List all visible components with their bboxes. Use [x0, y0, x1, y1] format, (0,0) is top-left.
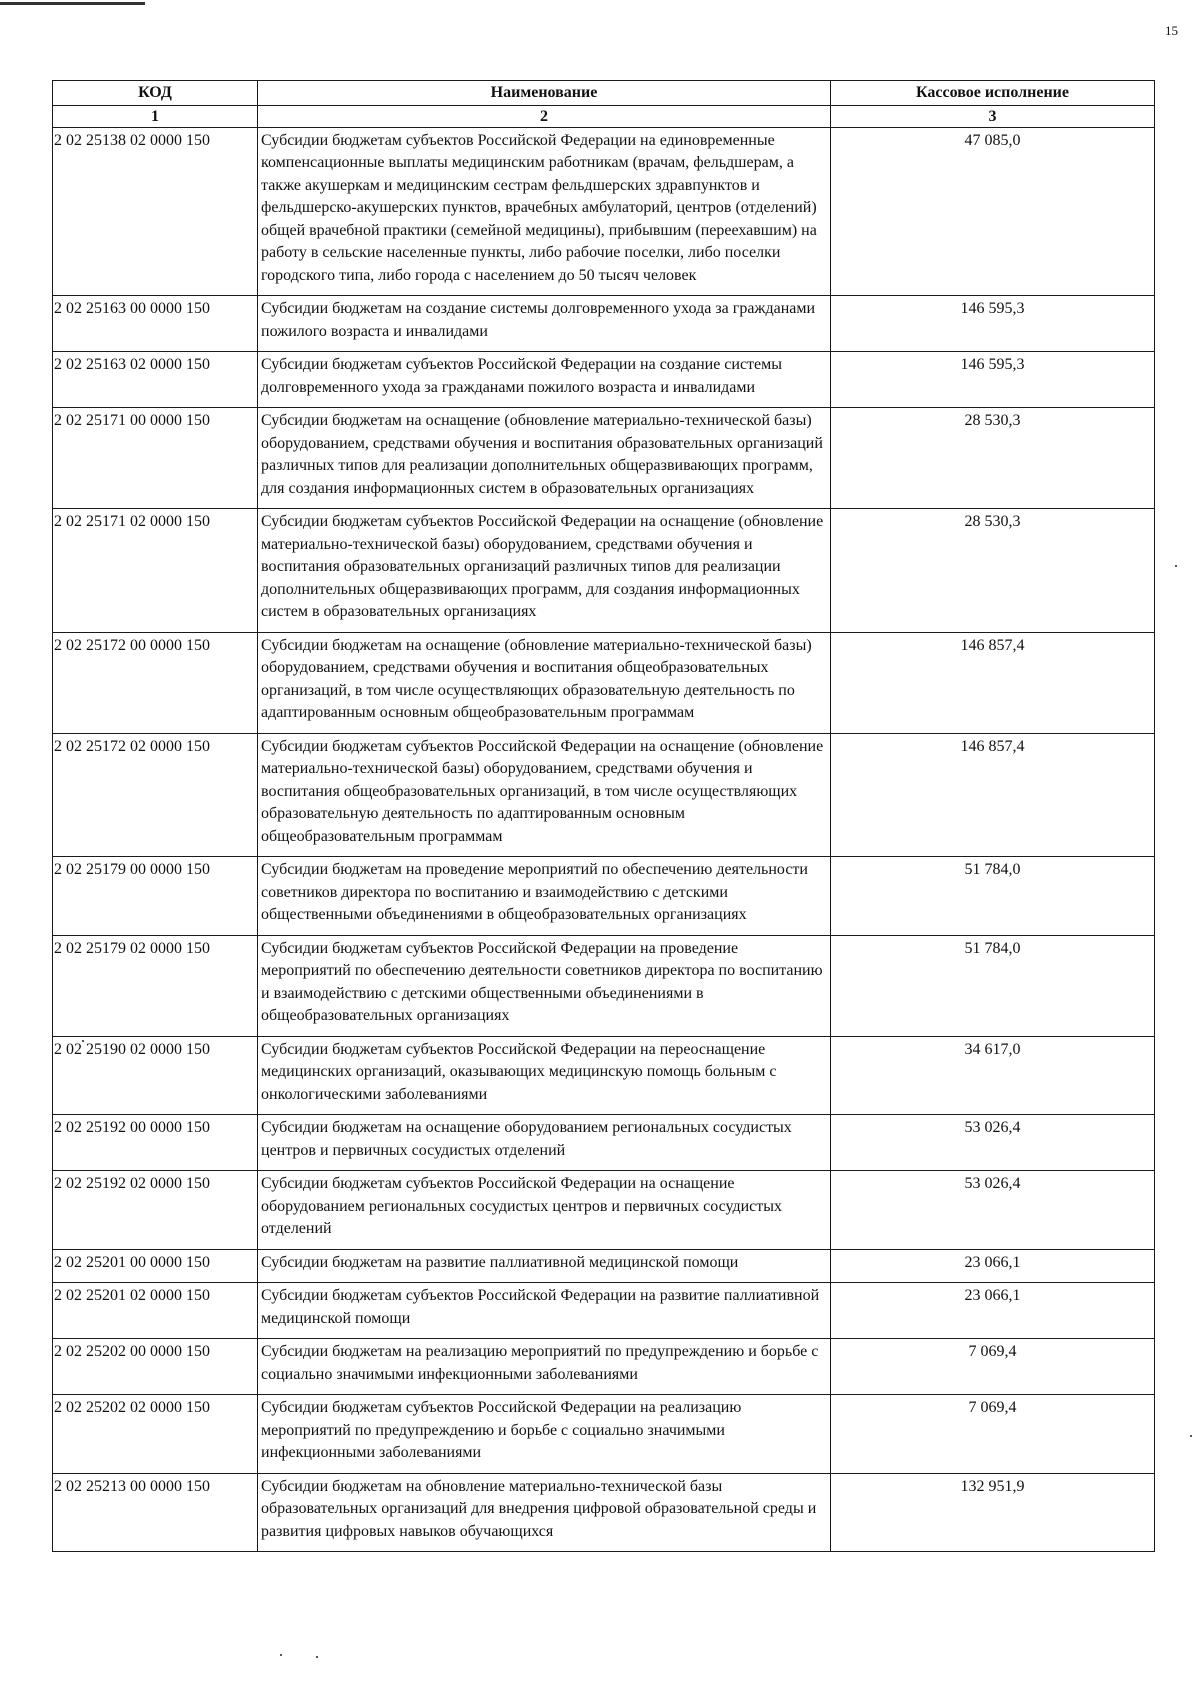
column-number: 2: [258, 105, 831, 127]
row-name: Субсидии бюджетам субъектов Российской Федерации на реализацию мероприятий по предупреждению и борьбе с социально значимыми инфекционными заболеваниями: [258, 1395, 831, 1474]
row-name: Субсидии бюджетам субъектов Российской Федерации на единовременные компенсационные выплаты медицинским работникам (врачам, фельдшерам, а также акушеркам и медицинским сестрам фельдшерских здравпунктов и фельдшерско-акушерских пунктов, врачебных амбулаторий, центров (отделений) общей врачебной практики (семейной медицины), прибывшим (переехавшим) на работу в сельские населенные пункты, либо рабочие поселки, либо поселки городского типа, либо города с населением до 50 тысяч человек: [258, 127, 831, 296]
row-name: Субсидии бюджетам субъектов Российской Федерации на создание системы долговременного ухода за гражданами пожилого возраста и инвалидами: [258, 352, 831, 408]
row-name: Субсидии бюджетам на развитие паллиативной медицинской помощи: [258, 1249, 831, 1283]
header-code: КОД: [53, 81, 258, 106]
row-name: Субсидии бюджетам субъектов Российской Федерации на оснащение (обновление материально-технической базы) оборудованием, средствами обучения и воспитания образовательных организаций различных типов для реализации дополнительных общеразвивающих программ, для создания информационных систем в образовательных организациях: [258, 509, 831, 633]
row-code: 2 02 25171 02 0000 150: [53, 509, 258, 633]
scan-speck: [316, 1656, 318, 1658]
row-amount: 23 066,1: [831, 1283, 1155, 1339]
row-amount: 51 784,0: [831, 857, 1155, 936]
row-name: Субсидии бюджетам субъектов Российской Федерации на переоснащение медицинских организаций, оказывающих медицинскую помощь больным с онкологическими заболеваниями: [258, 1036, 831, 1115]
table-row: [53, 1283, 1155, 1339]
table-row: [53, 127, 1155, 296]
row-code: 2 02 25163 00 0000 150: [53, 296, 258, 352]
row-amount: 53 026,4: [831, 1171, 1155, 1250]
table-row: [53, 1395, 1155, 1474]
row-code: 2 02 25201 02 0000 150: [53, 1283, 258, 1339]
row-amount: 23 066,1: [831, 1249, 1155, 1283]
row-name: Субсидии бюджетам субъектов Российской Федерации на оснащение (обновление материально-технической базы) оборудованием, средствами обучения и воспитания общеобразовательных организаций, в том числе осуществляющих образовательную деятельность по адаптированным основным общеобразовательным программам: [258, 733, 831, 857]
row-name: Субсидии бюджетам на реализацию мероприятий по предупреждению и борьбе с социально значимыми инфекционными заболеваниями: [258, 1339, 831, 1395]
table-row: [53, 857, 1155, 936]
row-name: Субсидии бюджетам субъектов Российской Федерации на развитие паллиативной медицинской помощи: [258, 1283, 831, 1339]
row-code: 2 02 25190 02 0000 150: [53, 1036, 258, 1115]
table-row: [53, 1249, 1155, 1283]
row-amount: 7 069,4: [831, 1339, 1155, 1395]
row-amount: 132 951,9: [831, 1473, 1155, 1552]
page-number: 15: [1165, 23, 1178, 38]
row-code: 2 02 25213 00 0000 150: [53, 1473, 258, 1552]
row-name: Субсидии бюджетам на оснащение (обновление материально-технической базы) оборудованием, средствами обучения и воспитания образовательных организаций различных типов для реализации дополнительных общеразвивающих программ, для создания информационных систем в образовательных организациях: [258, 408, 831, 509]
row-amount: 146 857,4: [831, 733, 1155, 857]
row-amount: 53 026,4: [831, 1115, 1155, 1171]
row-name: Субсидии бюджетам субъектов Российской Федерации на проведение мероприятий по обеспечению деятельности советников директора по воспитанию и взаимодействию с детскими общественными объединениями в общеобразовательных организациях: [258, 935, 831, 1036]
table-row: [53, 1339, 1155, 1395]
row-code: 2 02 25202 02 0000 150: [53, 1395, 258, 1474]
table-row: [53, 1171, 1155, 1250]
row-code: 2 02 25179 00 0000 150: [53, 857, 258, 936]
table-row: [53, 509, 1155, 633]
row-name: Субсидии бюджетам субъектов Российской Федерации на оснащение оборудованием региональных сосудистых центров и первичных сосудистых отделений: [258, 1171, 831, 1250]
row-amount: 28 530,3: [831, 509, 1155, 633]
row-code: 2 02 25138 02 0000 150: [53, 127, 258, 296]
header-amount: Кассовое исполнение: [831, 81, 1155, 106]
row-name: Субсидии бюджетам на обновление материально-технической базы образовательных организаций для внедрения цифровой образовательной среды и развития цифровых навыков обучающихся: [258, 1473, 831, 1552]
table-row: [53, 1115, 1155, 1171]
scan-edge-mark: [0, 2, 145, 5]
scan-speck: [1190, 1435, 1192, 1437]
header-name: Наименование: [258, 81, 831, 106]
row-amount: 7 069,4: [831, 1395, 1155, 1474]
column-number-row: [53, 105, 1155, 127]
table-row: [53, 352, 1155, 408]
row-code: 2 02 25192 00 0000 150: [53, 1115, 258, 1171]
row-name: Субсидии бюджетам на оснащение (обновление материально-технической базы) оборудованием, средствами обучения и воспитания общеобразовательных организаций, в том числе осуществляющих образовательную деятельность по адаптированным основным общеобразовательным программам: [258, 632, 831, 733]
row-code: 2 02 25171 00 0000 150: [53, 408, 258, 509]
header-row: [53, 81, 1155, 106]
row-amount: 146 595,3: [831, 352, 1155, 408]
table-row: [53, 632, 1155, 733]
table-row: [53, 1036, 1155, 1115]
row-amount: 47 085,0: [831, 127, 1155, 296]
row-code: 2 02 25163 02 0000 150: [53, 352, 258, 408]
row-name: Субсидии бюджетам на создание системы долговременного ухода за гражданами пожилого возраста и инвалидами: [258, 296, 831, 352]
budget-execution-table: [52, 80, 1155, 1552]
row-code: 2 02 25202 00 0000 150: [53, 1339, 258, 1395]
table-row: [53, 733, 1155, 857]
row-amount: 146 595,3: [831, 296, 1155, 352]
row-amount: 146 857,4: [831, 632, 1155, 733]
column-number: 1: [53, 105, 258, 127]
row-amount: 34 617,0: [831, 1036, 1155, 1115]
scan-speck: [280, 1654, 282, 1656]
table-row: [53, 408, 1155, 509]
row-amount: 28 530,3: [831, 408, 1155, 509]
row-name: Субсидии бюджетам на проведение мероприятий по обеспечению деятельности советников директора по воспитанию и взаимодействию с детскими общественными объединениями в общеобразовательных организациях: [258, 857, 831, 936]
row-code: 2 02 25192 02 0000 150: [53, 1171, 258, 1250]
table-row: [53, 1473, 1155, 1552]
row-name: Субсидии бюджетам на оснащение оборудованием региональных сосудистых центров и первичных сосудистых отделений: [258, 1115, 831, 1171]
table-row: [53, 935, 1155, 1036]
column-number: 3: [831, 105, 1155, 127]
row-code: 2 02 25172 00 0000 150: [53, 632, 258, 733]
row-code: 2 02 25179 02 0000 150: [53, 935, 258, 1036]
table-row: [53, 296, 1155, 352]
row-amount: 51 784,0: [831, 935, 1155, 1036]
row-code: 2 02 25201 00 0000 150: [53, 1249, 258, 1283]
scan-speck: [1175, 565, 1177, 567]
row-code: 2 02 25172 02 0000 150: [53, 733, 258, 857]
